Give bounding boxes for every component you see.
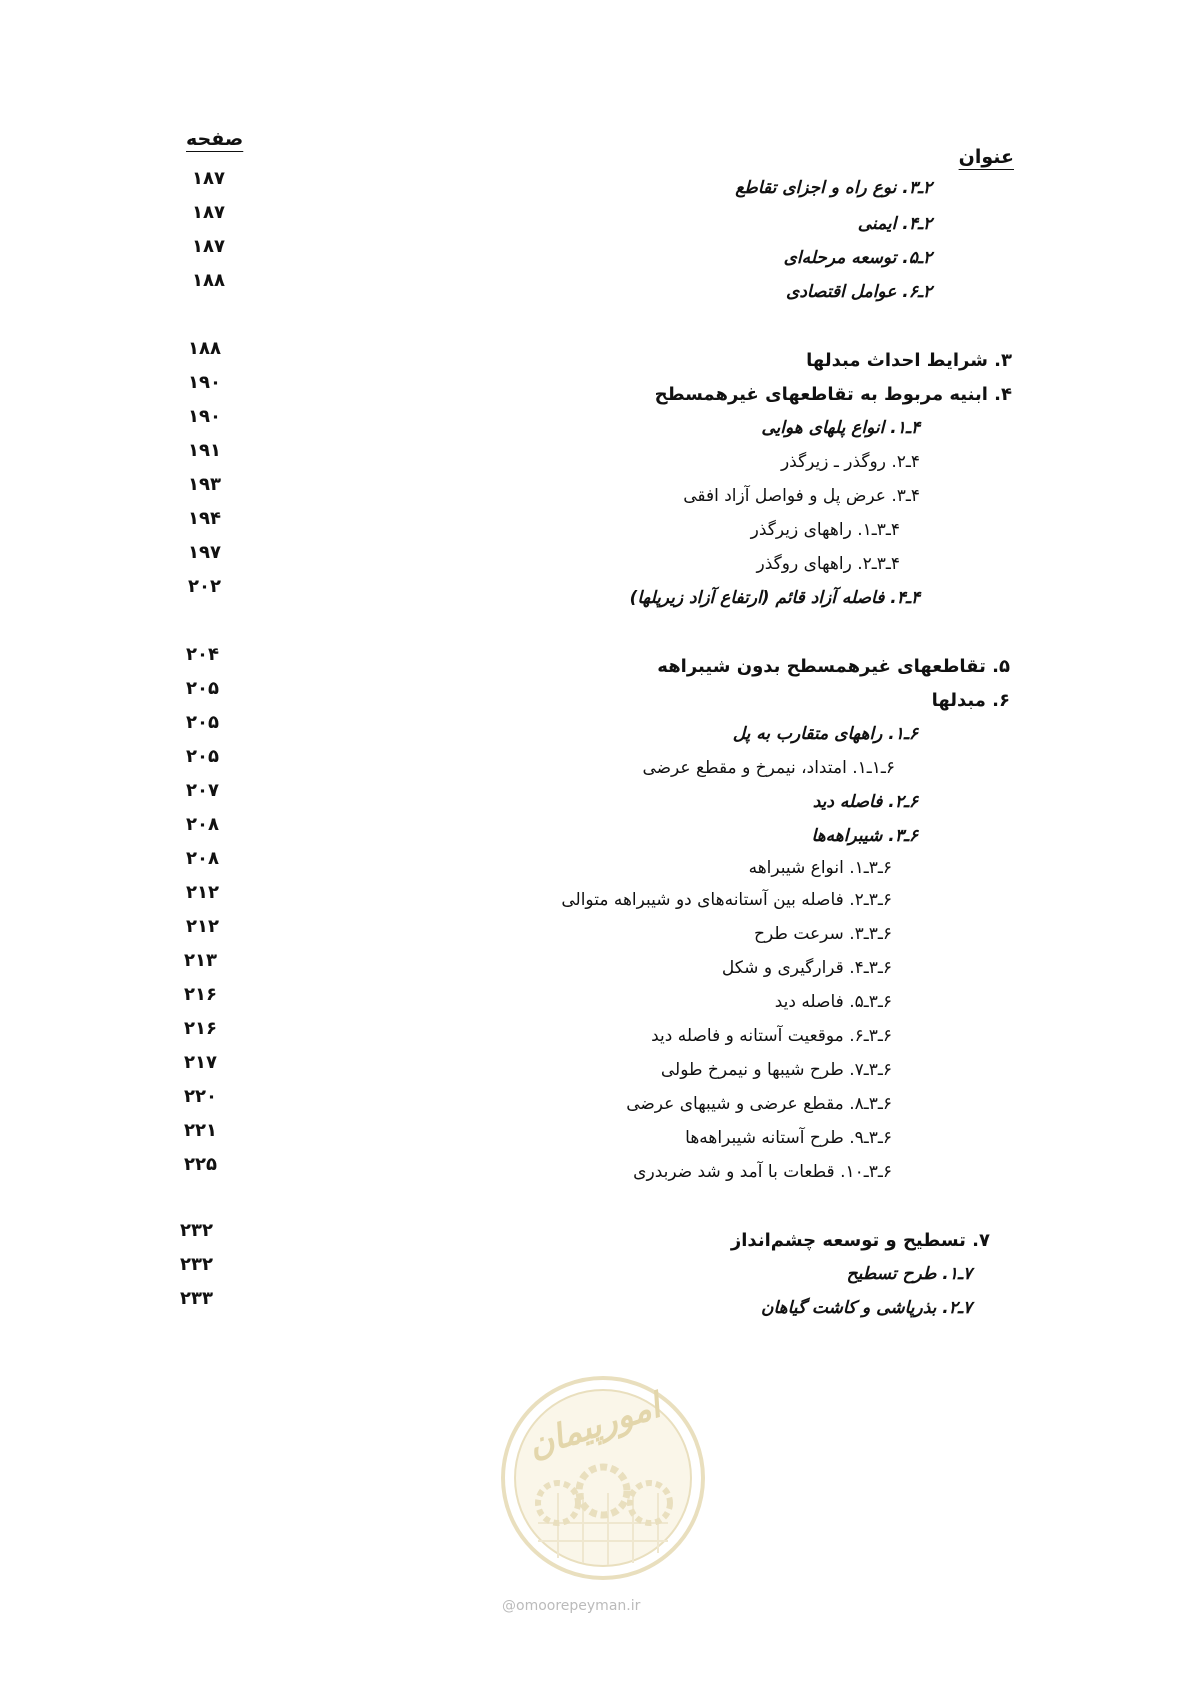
toc-page-number: ۱۸۸ — [188, 338, 221, 359]
toc-page-number: ۲۲۰ — [184, 1086, 217, 1107]
toc-page-number: ۲۲۱ — [184, 1120, 217, 1141]
toc-page-number: ۱۸۷ — [192, 202, 225, 223]
toc-entry: ۶ـ۳ـ۱۰. قطعات با آمد و شد ضربدری — [633, 1162, 892, 1182]
toc-entry: ۷. تسطیح و توسعه چشم‌انداز — [730, 1230, 990, 1251]
toc-page-number: ۲۰۵ — [186, 678, 219, 699]
toc-entry: ۴ـ۴. فاصله آزاد قائم (ارتفاع آزاد زیرپلها) — [629, 588, 920, 608]
toc-page-number: ۲۱۳ — [184, 950, 217, 971]
toc-entry: ۶ـ۳ـ۵. فاصله دید — [774, 992, 892, 1012]
toc-page-number: ۲۰۴ — [186, 644, 219, 665]
toc-entry: ۲ـ۴. ایمنی — [857, 214, 932, 234]
toc-entry: ۶ـ۳ـ۲. فاصله بین آستانه‌های دو شیبراهه متوالی — [561, 890, 892, 910]
toc-page-number: ۱۸۷ — [192, 236, 225, 257]
toc-entry: ۶ـ۱. راههای متقارب به پل — [732, 724, 918, 744]
toc-page-number: ۲۰۸ — [186, 814, 219, 835]
toc-page-number: ۱۹۰ — [188, 372, 221, 393]
toc-page-number: ۲۱۲ — [186, 916, 219, 937]
toc-page-number: ۲۱۲ — [186, 882, 219, 903]
toc-page-number: ۲۰۵ — [186, 712, 219, 733]
toc-entry: ۶ـ۳ـ۸. مقطع عرضی و شیبهای عرضی — [626, 1094, 892, 1114]
toc-entry: ۶ـ۲. فاصله دید — [812, 792, 918, 812]
toc-page-number: ۱۹۷ — [188, 542, 221, 563]
toc-page-number: ۱۹۰ — [188, 406, 221, 427]
toc-entry: ۲ـ۶. عوامل اقتصادی — [786, 282, 932, 302]
toc-entry: ۶ـ۱ـ۱. امتداد، نیمرخ و مقطع عرضی — [642, 758, 895, 778]
toc-entry: ۶ـ۳ـ۶. موقعیت آستانه و فاصله دید — [651, 1026, 892, 1046]
toc-page-number: ۲۰۸ — [186, 848, 219, 869]
toc-entry: ۳. شرایط احداث مبدلها — [806, 350, 1012, 371]
watermark-logo-text: امورپیمان — [522, 1385, 665, 1467]
toc-entry: ۵. تقاطعهای غیرهمسطح بدون شیبراهه — [657, 656, 1010, 677]
toc-page-number: ۱۹۴ — [188, 508, 221, 529]
toc-page-header: صفحه — [186, 128, 244, 150]
toc-entry: ۶ـ۳ـ۴. قرارگیری و شکل — [721, 958, 892, 978]
watermark-site-text: @omoorepeyman.ir — [502, 1598, 641, 1614]
toc-page-number: ۲۱۶ — [184, 1018, 217, 1039]
toc-entry: ۶. مبدلها — [931, 690, 1010, 711]
toc-entry: ۶ـ۳ـ۹. طرح آستانه شیبراهه‌ها — [685, 1128, 892, 1148]
toc-page-number: ۱۸۷ — [192, 168, 225, 189]
toc-entry: ۲ـ۳. نوع راه و اجزای تقاطع — [735, 178, 932, 198]
toc-entry: ۷ـ۱. طرح تسطیح — [846, 1264, 972, 1284]
toc-page-number: ۲۲۵ — [184, 1154, 217, 1175]
toc-entry: ۶ـ۳. شیبراهه‌ها — [811, 826, 918, 846]
toc-page-number: ۲۱۷ — [184, 1052, 217, 1073]
toc-entry: ۴ـ۲. روگذر ـ زیرگذر — [780, 452, 920, 472]
toc-page-number: ۲۰۵ — [186, 746, 219, 767]
toc-entry: ۲ـ۵. توسعه مرحله‌ای — [783, 248, 932, 268]
toc-entry: ۴ـ۳. عرض پل و فواصل آزاد افقی — [683, 486, 920, 506]
toc-page-number: ۲۰۲ — [188, 576, 221, 597]
toc-title-header: عنوان — [958, 146, 1014, 168]
toc-page-number: ۲۳۲ — [180, 1220, 213, 1241]
toc-entry: ۴. ابنیه مربوط به تقاطعهای غیرهمسطح — [654, 384, 1012, 405]
toc-page-number: ۱۸۸ — [192, 270, 225, 291]
toc-entry: ۷ـ۲. بذرپاشی و کاشت گیاهان — [760, 1298, 972, 1318]
toc-page-number: ۲۰۷ — [186, 780, 219, 801]
toc-entry: ۶ـ۳ـ۳. سرعت طرح — [754, 924, 892, 944]
toc-entry: ۴ـ۳ـ۱. راههای زیرگذر — [750, 520, 900, 540]
toc-page-number: ۱۹۳ — [188, 474, 221, 495]
toc-entry: ۶ـ۳ـ۱. انواع شیبراهه — [748, 858, 892, 878]
toc-page-number: ۱۹۱ — [188, 440, 221, 461]
toc-page-number: ۲۳۲ — [180, 1254, 213, 1275]
toc-page-number: ۲۳۳ — [180, 1288, 213, 1309]
toc-page-number: ۲۱۶ — [184, 984, 217, 1005]
toc-entry: ۶ـ۳ـ۷. طرح شیبها و نیمرخ طولی — [660, 1060, 892, 1080]
toc-entry: ۴ـ۳ـ۲. راههای روگذر — [756, 554, 900, 574]
toc-entry: ۴ـ۱. انواع پلهای هوایی — [761, 418, 920, 438]
